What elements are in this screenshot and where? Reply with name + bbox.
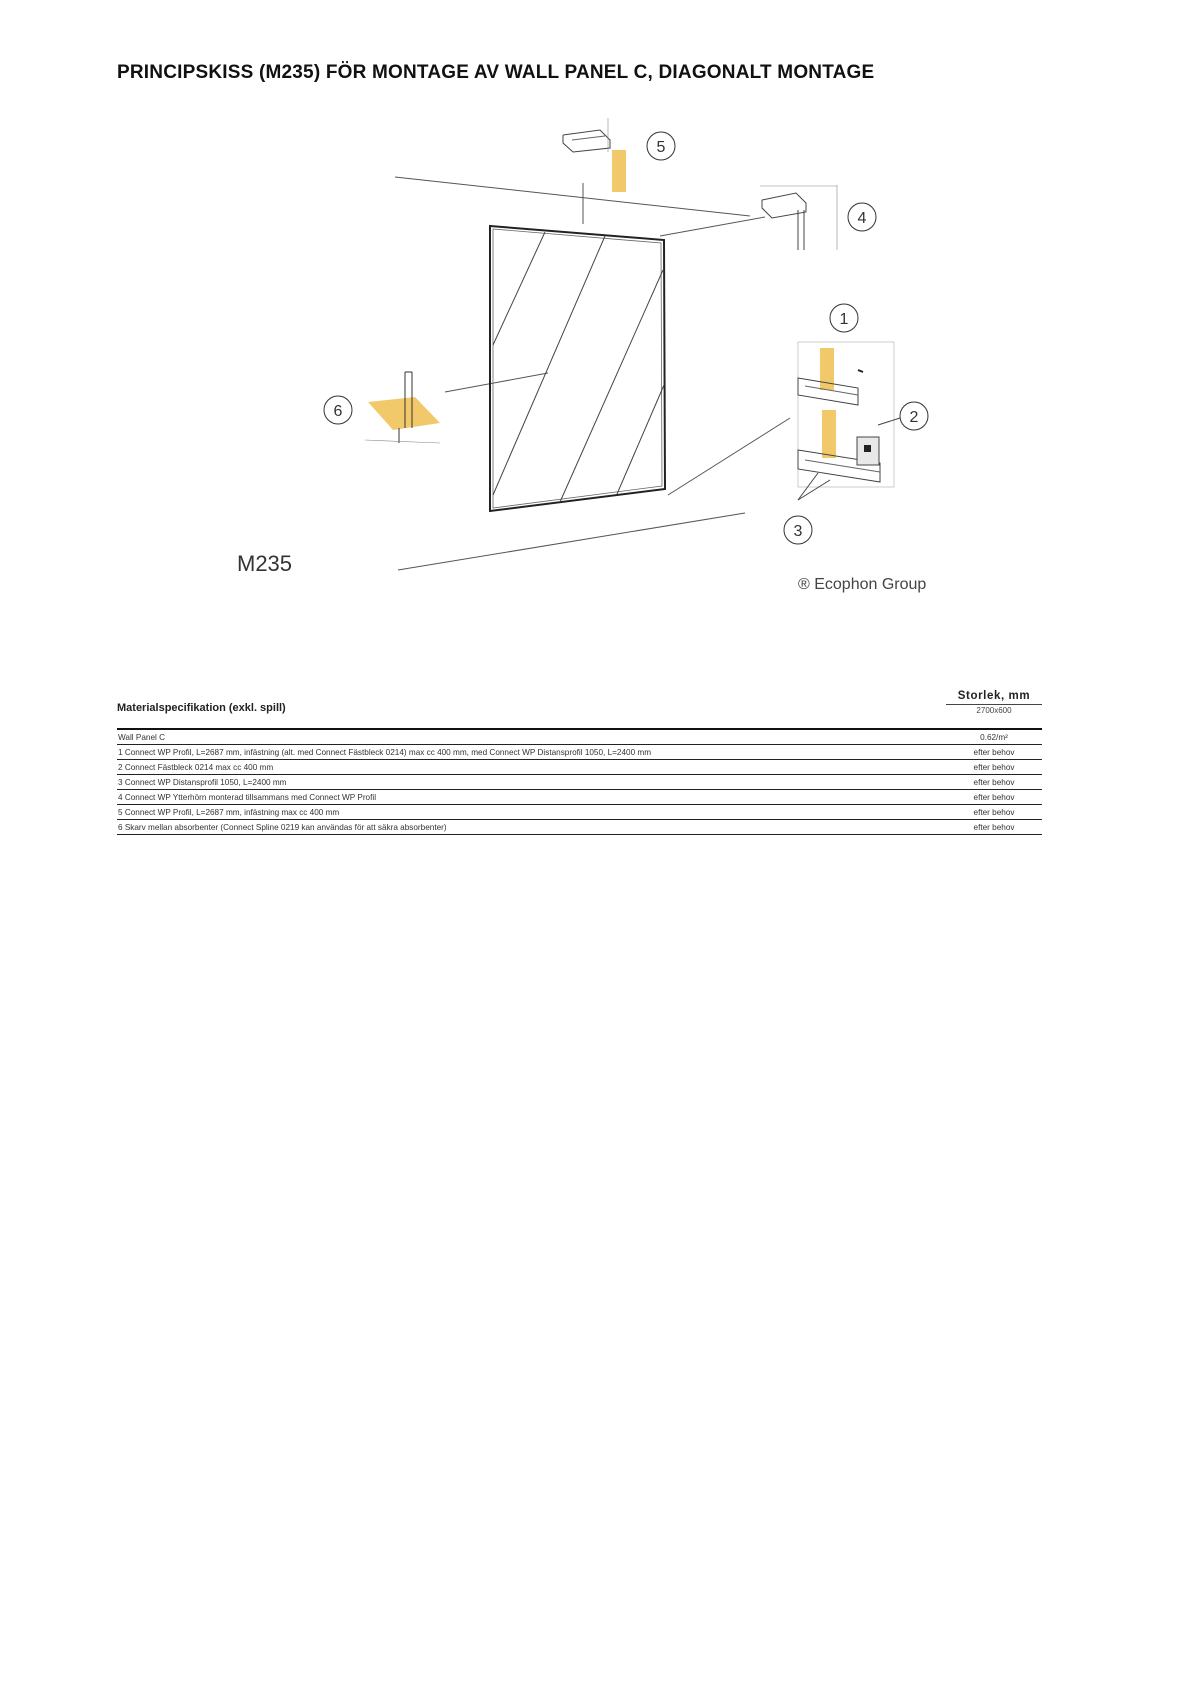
spec-row-desc: 2 Connect Fästbleck 0214 max cc 400 mm [118,762,274,772]
spec-row [117,775,1042,790]
leader-6 [445,373,548,392]
leader-1-3 [668,418,790,495]
leader-3b [798,480,830,500]
spec-row-desc: 3 Connect WP Distansprofil 1050, L=2400 mm [118,777,287,787]
spec-row-amount: efter behov [973,777,1015,787]
callout-1-label: 1 [839,311,849,328]
spec-row-amount: efter behov [973,762,1015,772]
spec-header [117,690,1042,728]
detail-4-corner [760,185,837,250]
spec-row-amount: efter behov [973,792,1015,802]
leader-3a [798,473,818,500]
spec-row [117,760,1042,775]
leader-2 [878,418,900,425]
size-column-header [946,690,1042,715]
spec-row-amount: 0.62/m² [980,732,1008,742]
callout-6-label: 6 [333,403,343,420]
detail-6-joint [365,372,440,443]
page-title: PRINCIPSKISS (M235) FÖR MONTAGE AV WALL PANEL C, DIAGONALT MONTAGE [117,62,875,83]
callout-2-label: 2 [909,409,919,426]
material-specification [117,690,1042,835]
spec-row-amount: efter behov [973,807,1015,817]
assembly-diagram [0,95,1190,615]
absorber-edge-5 [612,150,626,192]
leader-4 [660,217,765,236]
spec-row-amount: efter behov [973,747,1015,757]
callout-5-label: 5 [656,139,666,156]
callout-4-label: 4 [857,210,867,227]
detail-1-2-3-profiles [798,342,900,500]
spec-title: Materialspecifikation (exkl. spill) [117,702,286,714]
spec-row-desc: 4 Connect WP Ytterhörn monterad tillsammans med Connect WP Profil [118,792,377,802]
drawing-code: M235 [237,551,293,576]
callout-3-label: 3 [793,523,803,540]
spec-rows [117,730,1042,835]
spec-row [117,745,1042,760]
diagonal-joint-4 [617,385,664,494]
diagonal-joint-2 [493,236,605,495]
perspective-line-top [395,177,750,216]
spec-row-desc: 5 Connect WP Profil, L=2687 mm, infästning max cc 400 mm [118,807,340,817]
absorber-1-lower [822,410,836,458]
spec-row [117,820,1042,835]
spec-row [117,790,1042,805]
perspective-line-bottom [398,513,745,570]
copyright-notice: ® Ecophon Group [798,576,927,593]
wall-panel-inner [493,229,662,508]
spec-row [117,805,1042,820]
spec-row-desc: 1 Connect WP Profil, L=2687 mm, infästning (alt. med Connect Fästbleck 0214) max cc 400 mm, med Connect WP Distansprofil 1050, L=2400 mm [118,747,652,757]
spec-row-desc: 6 Skarv mellan absorbenter (Connect Spline 0219 kan användas för att säkra absorbenter) [118,822,447,832]
wall-panel [490,226,665,511]
size-subheader: 2700x600 [946,704,1042,715]
size-header-label: Storlek, mm [957,690,1031,702]
spec-row-desc: Wall Panel C [118,732,166,742]
spec-row-amount: efter behov [973,822,1015,832]
spec-row [117,730,1042,745]
diagonal-joint-1 [493,232,545,345]
absorber-6 [368,397,440,430]
detail-5-profile [563,118,626,192]
